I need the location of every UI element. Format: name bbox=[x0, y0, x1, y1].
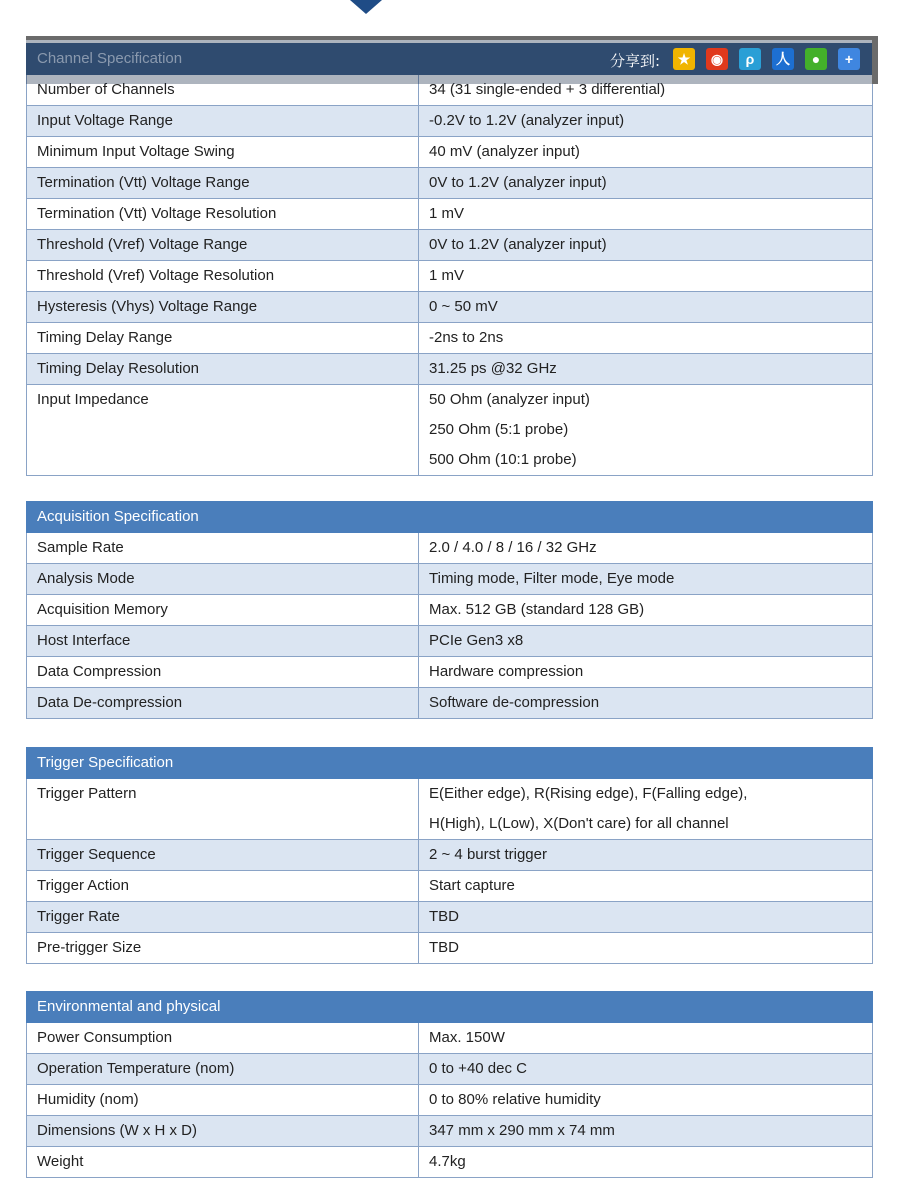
spec-value bbox=[419, 199, 873, 230]
spec-label: Termination (Vtt) Voltage Resolution bbox=[27, 199, 419, 230]
spec-value-line: 1 mV bbox=[429, 267, 465, 284]
spec-value bbox=[419, 1085, 873, 1116]
spec-value bbox=[419, 354, 873, 385]
spec-value-line: Start capture bbox=[429, 877, 515, 894]
spec-value-line: 40 mV (analyzer input) bbox=[429, 143, 580, 160]
spec-row bbox=[27, 1116, 873, 1147]
spec-label: Input Impedance bbox=[27, 385, 419, 476]
section-header bbox=[27, 992, 873, 1023]
spec-label: Data Compression bbox=[27, 657, 419, 688]
spec-value bbox=[419, 533, 873, 564]
spec-value bbox=[419, 688, 873, 719]
spec-row bbox=[27, 564, 873, 595]
spec-value-line: 0V to 1.2V (analyzer input) bbox=[429, 236, 607, 253]
spec-label: Trigger Pattern bbox=[27, 779, 419, 840]
spec-value-line: 50 Ohm (analyzer input) bbox=[429, 391, 590, 408]
spec-row bbox=[27, 230, 873, 261]
spec-label: Timing Delay Resolution bbox=[27, 354, 419, 385]
weibo-icon[interactable]: ◉ bbox=[706, 48, 728, 70]
spec-label: Threshold (Vref) Voltage Range bbox=[27, 230, 419, 261]
spec-value-line: 347 mm x 290 mm x 74 mm bbox=[429, 1122, 615, 1139]
spec-value-line: 0 to 80% relative humidity bbox=[429, 1091, 601, 1108]
spec-label: Trigger Rate bbox=[27, 902, 419, 933]
spec-value bbox=[419, 933, 873, 964]
spec-value bbox=[419, 168, 873, 199]
spec-row bbox=[27, 199, 873, 230]
spec-row bbox=[27, 292, 873, 323]
spec-label: Number of Channels bbox=[27, 75, 419, 106]
renren-icon[interactable]: 人 bbox=[772, 48, 794, 70]
spec-value bbox=[419, 1054, 873, 1085]
section-title: Channel Specification bbox=[27, 44, 873, 75]
spec-label: Sample Rate bbox=[27, 533, 419, 564]
section-header bbox=[27, 502, 873, 533]
spec-label: Hysteresis (Vhys) Voltage Range bbox=[27, 292, 419, 323]
spec-row bbox=[27, 1147, 873, 1178]
collapse-arrow-icon bbox=[350, 0, 382, 14]
spec-row bbox=[27, 261, 873, 292]
spec-row bbox=[27, 106, 873, 137]
channel-spec-table bbox=[26, 43, 873, 476]
spec-value bbox=[419, 840, 873, 871]
spec-value-line: 31.25 ps @32 GHz bbox=[429, 360, 557, 377]
spec-value-line: 2 ~ 4 burst trigger bbox=[429, 846, 547, 863]
spec-value bbox=[419, 323, 873, 354]
spec-value-line: TBD bbox=[429, 939, 459, 956]
acquisition-spec-table bbox=[26, 501, 873, 719]
spec-row bbox=[27, 385, 873, 476]
spec-row bbox=[27, 75, 873, 106]
spec-value bbox=[419, 564, 873, 595]
spec-value-line: Timing mode, Filter mode, Eye mode bbox=[429, 570, 675, 587]
section-title: Environmental and physical bbox=[27, 992, 873, 1023]
spec-row bbox=[27, 1054, 873, 1085]
spec-row bbox=[27, 533, 873, 564]
spec-row bbox=[27, 933, 873, 964]
spec-value-line: Max. 150W bbox=[429, 1029, 505, 1046]
pengyou-icon[interactable]: ρ bbox=[739, 48, 761, 70]
spec-value bbox=[419, 626, 873, 657]
spec-value-line: -0.2V to 1.2V (analyzer input) bbox=[429, 112, 625, 129]
spec-value-line: 1 mV bbox=[429, 205, 465, 222]
spec-value bbox=[419, 292, 873, 323]
spec-label: Trigger Sequence bbox=[27, 840, 419, 871]
spec-value bbox=[419, 1116, 873, 1147]
spec-row bbox=[27, 688, 873, 719]
spec-label: Dimensions (W x H x D) bbox=[27, 1116, 419, 1147]
spec-value-line: 0 ~ 50 mV bbox=[429, 298, 498, 315]
spec-value-line: 500 Ohm (10:1 probe) bbox=[429, 451, 577, 468]
spec-row bbox=[27, 902, 873, 933]
spec-value-line: Max. 512 GB (standard 128 GB) bbox=[429, 601, 645, 618]
spec-row bbox=[27, 1085, 873, 1116]
spec-value-line: 0 to +40 dec C bbox=[429, 1060, 527, 1077]
trigger-spec-table bbox=[26, 747, 873, 964]
spec-label: Power Consumption bbox=[27, 1023, 419, 1054]
spec-value-line: PCIe Gen3 x8 bbox=[429, 632, 524, 649]
spec-value bbox=[419, 1023, 873, 1054]
spec-label: Trigger Action bbox=[27, 871, 419, 902]
spec-label: Pre-trigger Size bbox=[27, 933, 419, 964]
spec-row bbox=[27, 657, 873, 688]
spec-value bbox=[419, 106, 873, 137]
spec-row bbox=[27, 779, 873, 840]
spec-label: Termination (Vtt) Voltage Range bbox=[27, 168, 419, 199]
spec-row bbox=[27, 871, 873, 902]
spec-value bbox=[419, 595, 873, 626]
spec-label: Weight bbox=[27, 1147, 419, 1178]
spec-value-line: E(Either edge), R(Rising edge), F(Falling edge), bbox=[429, 785, 748, 802]
spec-row bbox=[27, 626, 873, 657]
spec-value bbox=[419, 230, 873, 261]
spec-value-line: 34 (31 single-ended + 3 differential) bbox=[429, 81, 666, 98]
section-title: Acquisition Specification bbox=[27, 502, 873, 533]
spec-label: Acquisition Memory bbox=[27, 595, 419, 626]
spec-label: Timing Delay Range bbox=[27, 323, 419, 354]
spec-value-line: -2ns to 2ns bbox=[429, 329, 504, 346]
spec-label: Input Voltage Range bbox=[27, 106, 419, 137]
spec-value bbox=[419, 385, 873, 476]
spec-value-line: Hardware compression bbox=[429, 663, 584, 680]
spec-label: Host Interface bbox=[27, 626, 419, 657]
spec-row bbox=[27, 595, 873, 626]
spec-value-line: 2.0 / 4.0 / 8 / 16 / 32 GHz bbox=[429, 539, 597, 556]
spec-value bbox=[419, 657, 873, 688]
spec-value bbox=[419, 902, 873, 933]
spec-value-line: H(High), L(Low), X(Don't care) for all channel bbox=[429, 815, 729, 832]
spec-value bbox=[419, 1147, 873, 1178]
environmental-spec-table bbox=[26, 991, 873, 1178]
spec-label: Data De-compression bbox=[27, 688, 419, 719]
spec-value-line: Software de-compression bbox=[429, 694, 600, 711]
spec-row bbox=[27, 1023, 873, 1054]
spec-value bbox=[419, 75, 873, 106]
more-share-icon[interactable]: + bbox=[838, 48, 860, 70]
spec-label: Humidity (nom) bbox=[27, 1085, 419, 1116]
spec-value bbox=[419, 137, 873, 168]
spec-value-line: 0V to 1.2V (analyzer input) bbox=[429, 174, 607, 191]
section-title: Trigger Specification bbox=[27, 748, 873, 779]
spec-row bbox=[27, 354, 873, 385]
spec-row bbox=[27, 840, 873, 871]
share-label: 分享到: bbox=[609, 52, 660, 70]
spec-label: Operation Temperature (nom) bbox=[27, 1054, 419, 1085]
spec-value bbox=[419, 779, 873, 840]
spec-label: Analysis Mode bbox=[27, 564, 419, 595]
share-toolbar-top-edge bbox=[26, 36, 878, 40]
spec-value-line: 4.7kg bbox=[429, 1153, 466, 1170]
spec-row bbox=[27, 323, 873, 354]
spec-row bbox=[27, 137, 873, 168]
spec-value bbox=[419, 871, 873, 902]
spec-value-line: TBD bbox=[429, 908, 459, 925]
qzone-icon[interactable]: ★ bbox=[673, 48, 695, 70]
section-header bbox=[27, 748, 873, 779]
spec-label: Threshold (Vref) Voltage Resolution bbox=[27, 261, 419, 292]
spec-value-line: 250 Ohm (5:1 probe) bbox=[429, 421, 569, 438]
spec-label: Minimum Input Voltage Swing bbox=[27, 137, 419, 168]
spec-value bbox=[419, 261, 873, 292]
wechat-icon[interactable]: ● bbox=[805, 48, 827, 70]
spec-row bbox=[27, 168, 873, 199]
